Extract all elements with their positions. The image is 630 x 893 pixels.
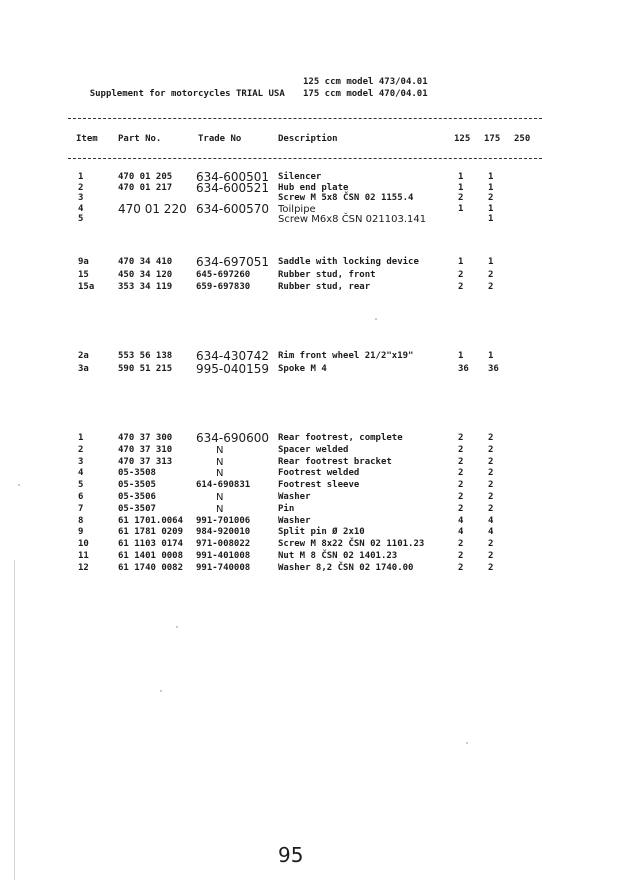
row-item: 1 bbox=[78, 172, 84, 182]
row-qty-125: 1 bbox=[458, 257, 464, 267]
header-model-175: 175 ccm model 470/04.01 bbox=[303, 89, 428, 99]
row-qty-125: 2 bbox=[458, 433, 464, 443]
row-qty-125: 36 bbox=[458, 363, 469, 374]
row-qty-125: 2 bbox=[458, 480, 464, 491]
row-item: 4 bbox=[78, 203, 84, 214]
row-qty-175: 2 bbox=[488, 503, 494, 514]
row-trade-no: 634-697051 bbox=[196, 255, 270, 269]
row-description: Rear footrest, complete bbox=[278, 433, 403, 443]
row-qty-175: 1 bbox=[488, 182, 494, 193]
row-description: Spoke M 4 bbox=[278, 363, 327, 374]
header-model-125: 125 ccm model 473/04.01 bbox=[303, 77, 428, 87]
row-trade-no: 634-600501 bbox=[196, 170, 270, 184]
row-trade-no: N bbox=[216, 468, 224, 480]
row-description: Screw M 8x22 ČSN 02 1101.23 bbox=[278, 539, 425, 550]
row-part-no: 470 01 217 bbox=[118, 182, 173, 193]
row-part-no: 470 37 310 bbox=[118, 444, 173, 455]
row-qty-125: 2 bbox=[458, 492, 464, 502]
parts-row bbox=[0, 445, 630, 457]
row-description: Spacer welded bbox=[278, 444, 349, 455]
row-trade-no: 634-600570 bbox=[196, 201, 270, 216]
row-description: Silencer bbox=[278, 172, 322, 182]
parts-row bbox=[0, 539, 630, 551]
document-header bbox=[68, 76, 428, 136]
row-description: Washer bbox=[278, 515, 311, 526]
row-trade-no: 991-401008 bbox=[196, 551, 251, 561]
row-part-no: 61 1701.0064 bbox=[118, 515, 184, 526]
row-trade-no: 984-920010 bbox=[196, 527, 251, 538]
col-description: Description bbox=[278, 134, 338, 144]
row-qty-125: 4 bbox=[458, 515, 464, 526]
row-qty-175: 2 bbox=[488, 193, 494, 203]
row-qty-175: 1 bbox=[488, 214, 494, 224]
row-description: Split pin Ø 2x10 bbox=[278, 527, 365, 538]
row-description: Saddle with locking device bbox=[278, 257, 419, 267]
row-part-no: 470 01 220 bbox=[118, 201, 187, 216]
row-qty-175: 1 bbox=[488, 203, 494, 214]
row-item: 7 bbox=[78, 503, 84, 514]
col-qty-175: 175 bbox=[484, 134, 501, 144]
parts-row bbox=[0, 527, 630, 539]
row-description: Footrest sleeve bbox=[278, 480, 360, 491]
col-qty-250: 250 bbox=[514, 134, 531, 144]
row-description: Hub end plate bbox=[278, 182, 349, 193]
parts-row bbox=[0, 504, 630, 516]
row-item: 15 bbox=[78, 269, 89, 280]
top-rule bbox=[68, 118, 542, 119]
row-qty-125: 2 bbox=[458, 444, 464, 455]
row-qty-175: 2 bbox=[488, 492, 494, 502]
scan-speck bbox=[160, 690, 162, 692]
row-item: 2 bbox=[78, 182, 84, 193]
row-qty-175: 2 bbox=[488, 468, 494, 479]
row-trade-no: N bbox=[216, 444, 224, 456]
row-trade-no: N bbox=[216, 503, 224, 515]
row-description: Toilpipe bbox=[278, 203, 316, 215]
row-qty-175: 4 bbox=[488, 515, 494, 526]
row-description: Washer bbox=[278, 492, 311, 502]
scan-speck bbox=[176, 626, 178, 628]
row-part-no: 61 1740 0082 bbox=[118, 562, 184, 573]
row-qty-125: 2 bbox=[458, 456, 464, 467]
row-qty-125: 2 bbox=[458, 503, 464, 514]
row-qty-175: 2 bbox=[488, 282, 494, 292]
scan-speck bbox=[466, 742, 468, 744]
row-qty-175: 2 bbox=[488, 269, 494, 280]
row-description: Pin bbox=[278, 503, 295, 514]
parts-row bbox=[0, 563, 630, 575]
row-description: Footrest welded bbox=[278, 468, 360, 479]
row-trade-no: 634-600521 bbox=[196, 180, 270, 195]
row-trade-no: 995-040159 bbox=[196, 361, 270, 376]
row-qty-125: 4 bbox=[458, 527, 464, 538]
row-item: 4 bbox=[78, 468, 84, 479]
col-part-no: Part No. bbox=[118, 134, 162, 144]
row-part-no: 61 1781 0209 bbox=[118, 527, 184, 538]
row-part-no: 470 34 410 bbox=[118, 257, 173, 267]
row-qty-125: 1 bbox=[458, 351, 464, 361]
row-qty-125: 1 bbox=[458, 172, 464, 182]
row-trade-no: 991-701006 bbox=[196, 515, 251, 526]
row-part-no: 05-3506 bbox=[118, 492, 156, 502]
row-part-no: 590 51 215 bbox=[118, 363, 173, 374]
row-description: Rear footrest bracket bbox=[278, 456, 392, 467]
scan-speck bbox=[18, 484, 20, 486]
row-item: 3 bbox=[78, 193, 84, 203]
parts-row bbox=[0, 480, 630, 492]
row-qty-175: 1 bbox=[488, 172, 494, 182]
row-qty-175: 1 bbox=[488, 257, 494, 267]
parts-row bbox=[0, 516, 630, 528]
row-part-no: 470 01 205 bbox=[118, 172, 173, 182]
row-item: 3 bbox=[78, 456, 84, 467]
row-qty-125: 2 bbox=[458, 193, 464, 203]
row-item: 9a bbox=[78, 257, 89, 267]
row-trade-no: N bbox=[216, 492, 224, 503]
col-item: Item bbox=[76, 134, 98, 144]
row-qty-175: 2 bbox=[488, 480, 494, 491]
row-qty-125: 1 bbox=[458, 182, 464, 193]
col-trade-no: Trade No bbox=[198, 134, 242, 144]
row-trade-no: 634-690600 bbox=[196, 431, 270, 445]
row-item: 6 bbox=[78, 492, 84, 502]
scan-speck bbox=[375, 318, 377, 320]
row-qty-125: 2 bbox=[458, 468, 464, 479]
header-rule bbox=[68, 158, 542, 159]
row-part-no: 61 1103 0174 bbox=[118, 539, 184, 550]
row-qty-125: 1 bbox=[458, 203, 464, 214]
row-trade-no: 614-690831 bbox=[196, 480, 251, 491]
row-qty-175: 2 bbox=[488, 456, 494, 467]
row-part-no: 470 37 313 bbox=[118, 456, 173, 467]
parts-row bbox=[0, 551, 630, 563]
row-item: 1 bbox=[78, 433, 84, 443]
row-item: 11 bbox=[78, 551, 89, 561]
parts-row bbox=[0, 282, 630, 294]
page-edge-line bbox=[14, 560, 15, 880]
parts-row bbox=[0, 270, 630, 282]
row-qty-125: 2 bbox=[458, 551, 464, 561]
row-part-no: 553 56 138 bbox=[118, 351, 173, 361]
row-description: Rubber stud, rear bbox=[278, 282, 371, 292]
parts-row bbox=[0, 433, 630, 445]
row-qty-175: 1 bbox=[488, 351, 494, 361]
row-trade-no: 971-008022 bbox=[196, 539, 251, 550]
page-number: 95 bbox=[278, 843, 304, 867]
row-item: 2 bbox=[78, 444, 84, 455]
parts-row bbox=[0, 361, 630, 376]
row-qty-125: 2 bbox=[458, 282, 464, 292]
row-qty-175: 2 bbox=[488, 551, 494, 561]
parts-row bbox=[0, 468, 630, 480]
row-item: 5 bbox=[78, 480, 84, 491]
row-description: Washer 8,2 ČSN 02 1740.00 bbox=[278, 562, 414, 573]
row-trade-no: 645-697260 bbox=[196, 269, 251, 280]
parts-row bbox=[0, 351, 630, 363]
row-part-no: 05-3508 bbox=[118, 468, 156, 479]
row-qty-175: 2 bbox=[488, 433, 494, 443]
row-description: Screw M 5x8 ČSN 02 1155.4 bbox=[278, 193, 414, 203]
header-title: Supplement for motorcycles TRIAL USA bbox=[89, 89, 285, 99]
row-qty-175: 2 bbox=[488, 539, 494, 550]
parts-row bbox=[0, 457, 630, 469]
row-part-no: 05-3505 bbox=[118, 480, 156, 491]
row-part-no: 61 1401 0008 bbox=[118, 551, 184, 561]
row-trade-no: 991-740008 bbox=[196, 562, 251, 573]
row-item: 8 bbox=[78, 515, 84, 526]
row-qty-125: 2 bbox=[458, 562, 464, 573]
row-qty-175: 36 bbox=[488, 363, 499, 374]
row-qty-175: 2 bbox=[488, 444, 494, 455]
row-description: Screw M6x8 ČSN 021103.141 bbox=[278, 214, 427, 225]
row-qty-175: 4 bbox=[488, 527, 494, 538]
row-qty-125: 2 bbox=[458, 539, 464, 550]
row-item: 12 bbox=[78, 562, 89, 573]
row-trade-no: N bbox=[216, 456, 224, 468]
parts-row bbox=[0, 257, 630, 269]
col-qty-125: 125 bbox=[454, 134, 471, 144]
row-item: 10 bbox=[78, 539, 89, 550]
row-item: 15a bbox=[78, 282, 95, 292]
row-qty-125: 2 bbox=[458, 269, 464, 280]
row-description: Rubber stud, front bbox=[278, 269, 376, 280]
row-item: 2a bbox=[78, 351, 89, 361]
row-trade-no: 659-697830 bbox=[196, 282, 251, 292]
row-trade-no: 634-430742 bbox=[196, 349, 270, 363]
row-part-no: 450 34 120 bbox=[118, 269, 173, 280]
row-part-no: 353 34 119 bbox=[118, 282, 173, 292]
row-item: 9 bbox=[78, 527, 84, 538]
row-description: Rim front wheel 21/2"x19" bbox=[278, 351, 414, 361]
row-item: 5 bbox=[78, 214, 84, 224]
parts-row bbox=[0, 492, 630, 504]
row-item: 3a bbox=[78, 363, 89, 374]
parts-row bbox=[0, 214, 630, 226]
row-part-no: 05-3507 bbox=[118, 503, 156, 514]
row-qty-175: 2 bbox=[488, 562, 494, 573]
row-description: Nut M 8 ČSN 02 1401.23 bbox=[278, 551, 398, 561]
row-part-no: 470 37 300 bbox=[118, 433, 173, 443]
